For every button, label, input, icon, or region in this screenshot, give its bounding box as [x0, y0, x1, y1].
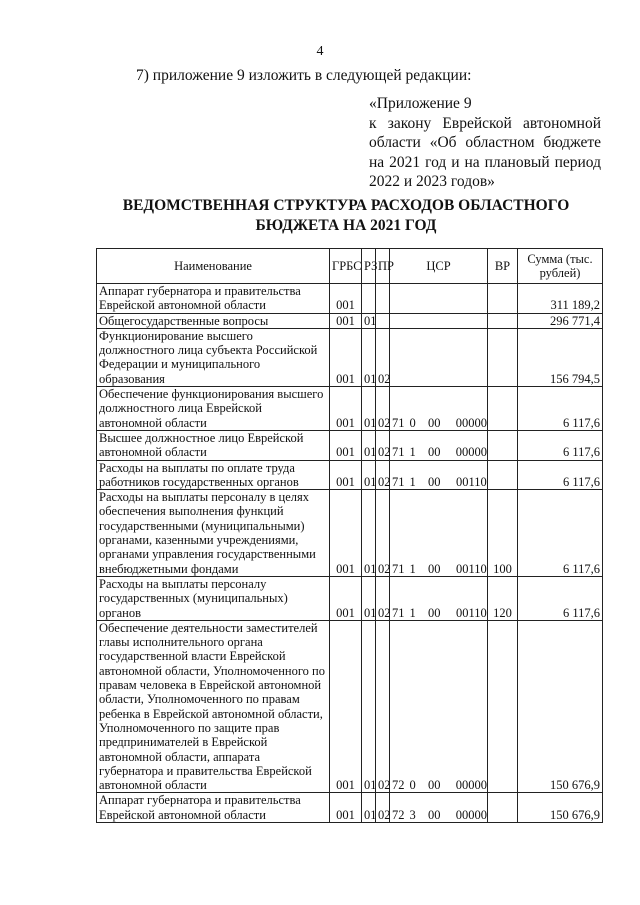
- cell-name: Функционирование высшего должностного лица субъекта Российской Федерации и муниципального образования: [97, 328, 330, 386]
- table-row: [97, 620, 603, 793]
- csr-subprogram: 1: [409, 445, 416, 460]
- cell-grbs: 001: [330, 328, 362, 386]
- table-row: [97, 328, 603, 386]
- intro-text: 7) приложение 9 изложить в следующей редакции:: [136, 67, 472, 84]
- csr-subprogram: 3: [409, 807, 416, 822]
- csr-activity: 00: [428, 415, 441, 430]
- table-row: [97, 576, 603, 620]
- cell-sum: 150 676,9: [518, 620, 603, 793]
- cell-pr: 02: [376, 328, 390, 386]
- cell-vr: 100: [488, 490, 518, 577]
- csr-program: 71: [392, 561, 405, 576]
- cell-rz: 01: [362, 490, 376, 577]
- cell-name: Обеспечение функционирования высшего должностного лица Еврейской автономной области: [97, 387, 330, 431]
- header-sum: [518, 249, 603, 284]
- csr-subprogram: 1: [409, 561, 416, 576]
- csr-direction: 00000: [455, 415, 487, 430]
- cell-csr: [390, 793, 488, 823]
- annex-line: к закону Еврейской автономной: [369, 114, 601, 132]
- csr-activity: 00: [428, 778, 441, 793]
- table-row: [97, 460, 603, 490]
- header-name: Наименование: [97, 249, 330, 284]
- cell-rz: 01: [362, 313, 376, 328]
- csr-activity: 00: [428, 605, 441, 620]
- cell-sum: 6 117,6: [518, 460, 603, 490]
- title-line: ВЕДОМСТВЕННАЯ СТРУКТУРА РАСХОДОВ ОБЛАСТНОГО: [122, 197, 570, 214]
- cell-csr: [390, 284, 488, 314]
- cell-rz: 01: [362, 328, 376, 386]
- cell-grbs: 001: [330, 430, 362, 460]
- cell-name: Расходы на выплаты персоналу в целях обеспечения выполнения функций государственными (муниципальными) органами, казенными учреждениями, органами управления государственными внебюджетными фондами: [97, 490, 330, 577]
- cell-vr: [488, 313, 518, 328]
- cell-rz: 01: [362, 387, 376, 431]
- cell-rz: 01: [362, 460, 376, 490]
- table-row: [97, 793, 603, 823]
- header-sum-line: рублей): [539, 266, 581, 280]
- cell-grbs: 001: [330, 313, 362, 328]
- header-rz: РЗ: [362, 249, 376, 284]
- cell-vr: [488, 620, 518, 793]
- annex-line: 2022 и 2023 годов»: [369, 173, 495, 190]
- header-pr: ПР: [376, 249, 390, 284]
- csr-direction: 00110: [455, 474, 487, 489]
- cell-sum: 6 117,6: [518, 576, 603, 620]
- cell-name: Высшее должностное лицо Еврейской автономной области: [97, 430, 330, 460]
- cell-name: Расходы на выплаты персоналу государственных (муниципальных) органов: [97, 576, 330, 620]
- cell-grbs: 001: [330, 620, 362, 793]
- table-header-row: [97, 249, 603, 284]
- cell-rz: 01: [362, 620, 376, 793]
- csr-subprogram: 0: [409, 415, 416, 430]
- cell-name: Расходы на выплаты по оплате труда работников государственных органов: [97, 460, 330, 490]
- csr-direction: 00110: [455, 605, 487, 620]
- csr-program: 71: [392, 605, 405, 620]
- annex-line: области «Об областном бюджете: [369, 134, 601, 151]
- cell-csr: [390, 576, 488, 620]
- cell-name: Обеспечение деятельности заместителей главы исполнительного органа государственной власти Еврейской автономной области, Уполномоченного по правам человека в Еврейской автономной области, Уполномоченного по правам ребенка в Еврейской автономной области, Уполномоченного по защите прав предпринимателей в Еврейской автономной области, аппарата губернатора и правительства Еврейской автономной области: [97, 620, 330, 793]
- cell-pr: [376, 313, 390, 328]
- csr-direction: 00000: [455, 778, 487, 793]
- cell-grbs: 001: [330, 284, 362, 314]
- csr-activity: 00: [428, 807, 441, 822]
- cell-csr: [390, 387, 488, 431]
- header-sum-line: Сумма (тыс.: [527, 252, 593, 266]
- csr-activity: 00: [428, 445, 441, 460]
- page-number: 4: [316, 44, 324, 59]
- cell-pr: 02: [376, 490, 390, 577]
- cell-grbs: 001: [330, 490, 362, 577]
- table-row: [97, 313, 603, 328]
- cell-rz: 01: [362, 576, 376, 620]
- cell-rz: [362, 284, 376, 314]
- cell-grbs: 001: [330, 576, 362, 620]
- cell-csr: [390, 313, 488, 328]
- cell-csr: [390, 328, 488, 386]
- csr-direction: 00000: [455, 445, 487, 460]
- csr-program: 71: [392, 474, 405, 489]
- cell-vr: 120: [488, 576, 518, 620]
- csr-activity: 00: [428, 474, 441, 489]
- header-csr: ЦСР: [390, 249, 488, 284]
- cell-pr: 02: [376, 460, 390, 490]
- cell-vr: [488, 328, 518, 386]
- csr-direction: 00000: [455, 807, 487, 822]
- cell-rz: 01: [362, 793, 376, 823]
- cell-sum: 311 189,2: [518, 284, 603, 314]
- table-row: [97, 430, 603, 460]
- table-row: [97, 284, 603, 314]
- cell-grbs: 001: [330, 387, 362, 431]
- cell-sum: 150 676,9: [518, 793, 603, 823]
- csr-subprogram: 0: [409, 778, 416, 793]
- cell-pr: 02: [376, 793, 390, 823]
- csr-program: 72: [392, 807, 405, 822]
- cell-grbs: 001: [330, 460, 362, 490]
- annex-heading: [369, 94, 601, 192]
- header-vr: ВР: [488, 249, 518, 284]
- cell-sum: 6 117,6: [518, 387, 603, 431]
- header-grbs: ГРБС: [330, 249, 362, 284]
- csr-program: 71: [392, 415, 405, 430]
- cell-csr: [390, 430, 488, 460]
- cell-pr: 02: [376, 620, 390, 793]
- cell-pr: 02: [376, 576, 390, 620]
- document-title: [96, 196, 596, 236]
- cell-rz: 01: [362, 430, 376, 460]
- cell-name: Аппарат губернатора и правительства Еврейской автономной области: [97, 284, 330, 314]
- annex-line: на 2021 год и на плановый период: [369, 153, 601, 171]
- cell-sum: 296 771,4: [518, 313, 603, 328]
- table-row: [97, 490, 603, 577]
- cell-pr: 02: [376, 387, 390, 431]
- cell-csr: [390, 460, 488, 490]
- csr-activity: 00: [428, 561, 441, 576]
- cell-csr: [390, 620, 488, 793]
- annex-line: «Приложение 9: [369, 95, 472, 112]
- cell-name: Аппарат губернатора и правительства Еврейской автономной области: [97, 793, 330, 823]
- title-line: БЮДЖЕТА НА 2021 ГОД: [255, 217, 437, 234]
- cell-pr: [376, 284, 390, 314]
- csr-subprogram: 1: [409, 605, 416, 620]
- cell-grbs: 001: [330, 793, 362, 823]
- table-row: [97, 387, 603, 431]
- csr-program: 72: [392, 778, 405, 793]
- cell-sum: 6 117,6: [518, 490, 603, 577]
- cell-name: Общегосударственные вопросы: [97, 313, 330, 328]
- csr-program: 71: [392, 445, 405, 460]
- csr-subprogram: 1: [409, 474, 416, 489]
- cell-sum: 156 794,5: [518, 328, 603, 386]
- budget-table: [96, 248, 603, 823]
- csr-direction: 00110: [455, 561, 487, 576]
- cell-sum: 6 117,6: [518, 430, 603, 460]
- cell-csr: [390, 490, 488, 577]
- cell-pr: 02: [376, 430, 390, 460]
- cell-vr: [488, 284, 518, 314]
